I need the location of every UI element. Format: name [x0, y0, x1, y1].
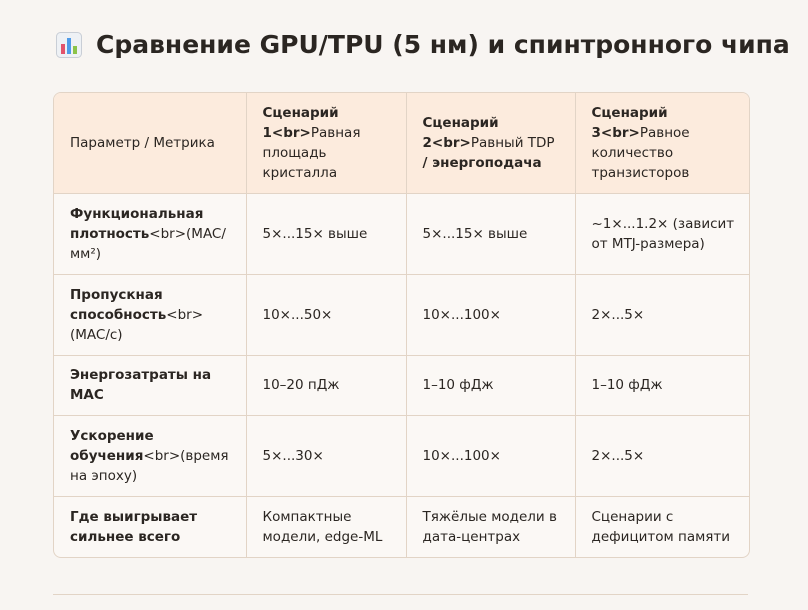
cell-scenario-1: 10×...50× — [246, 274, 406, 355]
table-row — [54, 415, 749, 496]
header-scenario-2-rest: Равный TDP — [470, 134, 555, 151]
cell-scenario-3: Сценарии с дефицитом памяти — [591, 508, 731, 545]
table-row — [54, 496, 749, 557]
param-rest: <br>(MAC/с) — [70, 306, 204, 343]
param-bold: Ускорение обучения — [70, 427, 154, 464]
param-bold: Энергозатраты на MAC — [70, 367, 212, 403]
cell-scenario-3: ~1×...1.2× (зависит от MTJ-размера) — [575, 193, 749, 274]
comparison-table — [53, 92, 750, 558]
param-bold: Функциональная плотность — [70, 205, 204, 242]
header-scenario-2-rest2: / энергоподача — [422, 154, 542, 171]
cell-scenario-2: 5×...15× выше — [406, 193, 575, 274]
row-parameter — [54, 496, 246, 557]
cell-scenario-3: 2×...5× — [575, 415, 749, 496]
param-bold: Где выигрывает сильнее всего — [70, 508, 198, 545]
page-title — [56, 30, 790, 59]
table-header-row — [54, 93, 749, 193]
cell-scenario-2: 10×...100× — [406, 274, 575, 355]
header-parameter: Параметр / Метрика — [54, 93, 246, 193]
table-row — [54, 274, 749, 355]
param-bold: Пропускная способность — [70, 286, 167, 323]
title-text: Сравнение GPU/TPU (5 нм) и спинтронного чипа — [96, 30, 790, 59]
row-parameter — [54, 415, 246, 496]
header-scenario-1-bold: Сценарий 1<br> — [262, 104, 339, 141]
cell-scenario-1: 5×...15× выше — [246, 193, 406, 274]
cell-scenario-1: 5×...30× — [246, 415, 406, 496]
row-parameter — [54, 274, 246, 355]
header-scenario-3-bold: Сценарий 3<br> — [591, 104, 668, 141]
cell-scenario-1: Компактные модели, edge-ML — [246, 496, 406, 557]
cell-scenario-1: 10–20 пДж — [246, 355, 406, 415]
table-row — [54, 355, 749, 415]
row-parameter — [54, 193, 246, 274]
header-scenario-2-bold: Сценарий 2<br> — [422, 114, 499, 151]
cell-scenario-2: Тяжёлые модели в дата-центрах — [406, 496, 575, 557]
param-rest: <br>(время на эпоху) — [70, 447, 229, 484]
header-scenario-1 — [246, 93, 406, 193]
param-rest: <br>(MAC/мм²) — [70, 225, 226, 262]
row-parameter — [54, 355, 246, 415]
bottom-divider — [53, 594, 748, 595]
header-scenario-3 — [575, 93, 749, 193]
header-scenario-2 — [406, 93, 575, 193]
table-row — [54, 193, 749, 274]
cell-scenario-3: 2×...5× — [575, 274, 749, 355]
cell-scenario-3: 1–10 фДж — [575, 355, 749, 415]
bar-chart-icon — [56, 32, 82, 58]
header-scenario-1-rest: Равная площадь кристалла — [262, 124, 361, 181]
header-scenario-3-rest: Равное количество транзисторов — [591, 124, 690, 181]
cell-scenario-2: 10×...100× — [406, 415, 575, 496]
cell-scenario-2: 1–10 фДж — [406, 355, 575, 415]
